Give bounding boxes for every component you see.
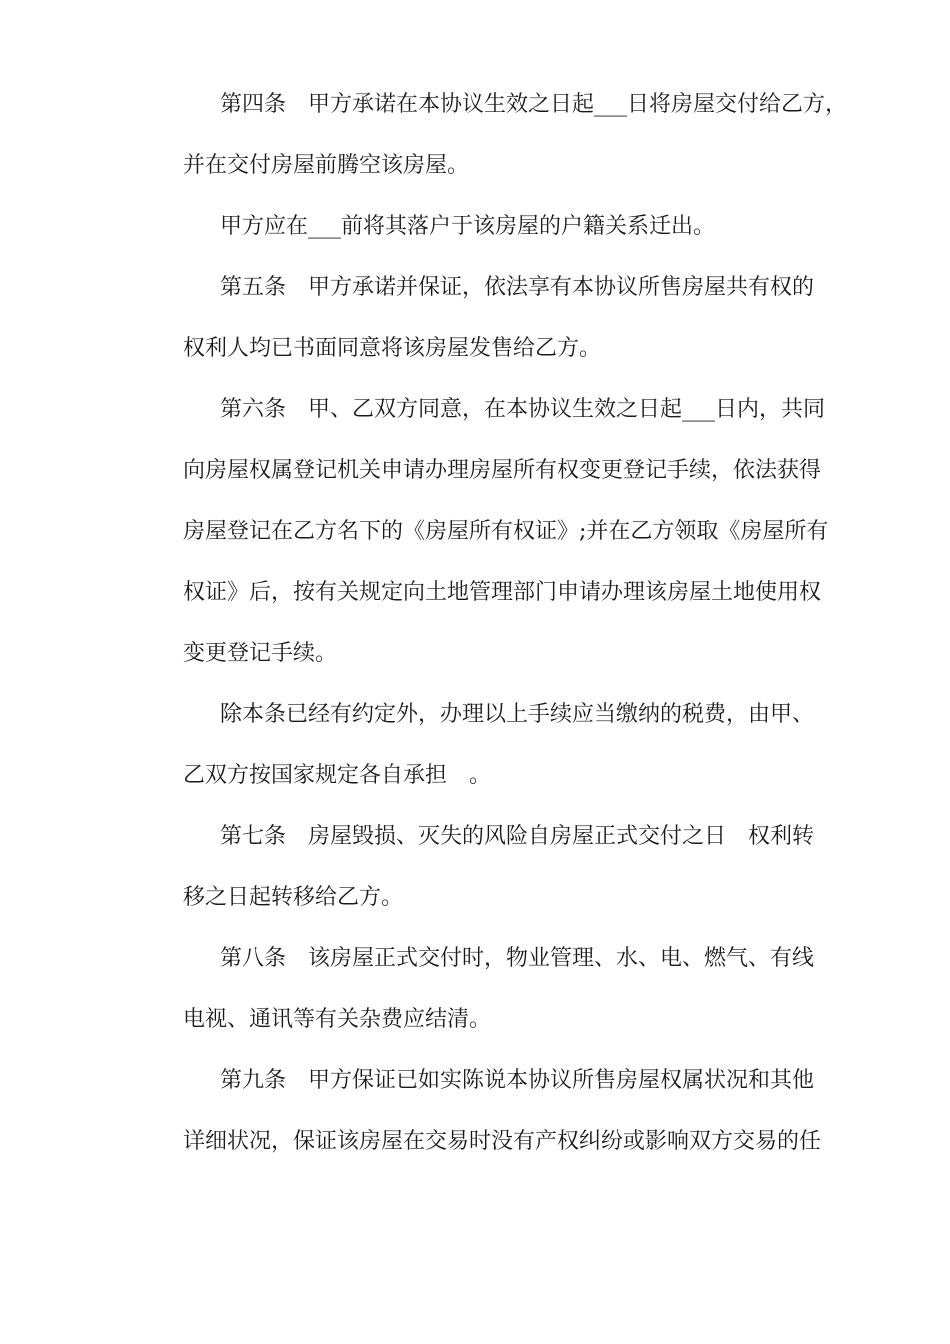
paragraph-line: 第六条 甲、乙双方同意，在本协议生效之日起___日内，共同 (220, 397, 826, 422)
paragraph-line: 权利人均已书面同意将该房屋发售给乙方。 (183, 336, 602, 361)
paragraph-line: 详细状况，保证该房屋在交易时没有产权纠纷或影响双方交易的任 (183, 1129, 822, 1154)
paragraph-line: 甲方应在___前将其落户于该房屋的户籍关系迁出。 (220, 214, 716, 239)
taxes-fees-paragraph (146, 684, 816, 806)
paragraph-line: 除本条已经有约定外，办理以上手续应当缴纳的税费，由甲、 (220, 702, 815, 727)
article-5-paragraph (146, 257, 816, 379)
paragraph-line: 电视、通讯等有关杂费应结清。 (183, 1007, 492, 1032)
paragraph-line: 第八条 该房屋正式交付时，物业管理、水、电、燃气、有线 (220, 946, 815, 971)
article-9-paragraph (146, 1050, 822, 1172)
paragraph-line: 权证》后，按有关规定向土地管理部门申请办理该房屋土地使用权 (183, 580, 822, 605)
paragraph-line: 向房屋权属登记机关申请办理房屋所有权变更登记手续，依法获得 (183, 458, 822, 483)
paragraph-line: 第四条 甲方承诺在本协议生效之日起___日将房屋交付给乙方， (220, 92, 848, 117)
article-6-paragraph (146, 379, 829, 684)
document-page (146, 74, 848, 1172)
paragraph-line: 第七条 房屋毁损、灭失的风险自房屋正式交付之日 权利转 (220, 824, 815, 849)
paragraph-line: 房屋登记在乙方名下的《房屋所有权证》;并在乙方领取《房屋所有 (183, 519, 829, 544)
paragraph-line: 乙双方按国家规定各自承担 。 (183, 763, 492, 788)
paragraph-line: 移之日起转移给乙方。 (183, 885, 404, 910)
article-8-paragraph (146, 928, 816, 1050)
paragraph-line: 第九条 甲方保证已如实陈说本协议所售房屋权属状况和其他 (220, 1068, 815, 1093)
paragraph-line: 并在交付房屋前腾空该房屋。 (183, 153, 470, 178)
paragraph-line: 第五条 甲方承诺并保证，依法享有本协议所售房屋共有权的 (220, 275, 815, 300)
article-4-paragraph (146, 74, 848, 196)
article-7-paragraph (146, 806, 816, 928)
household-registration-paragraph (146, 196, 816, 257)
paragraph-line: 变更登记手续。 (183, 641, 338, 666)
